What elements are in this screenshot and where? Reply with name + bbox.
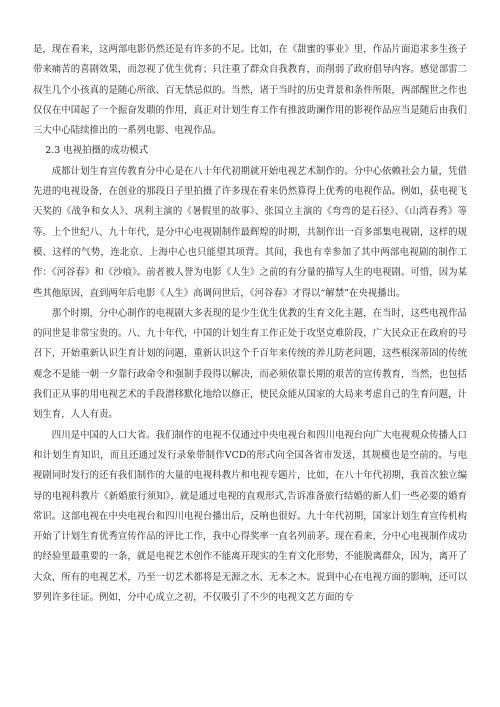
paragraph-4: 四川是中国的人口大省。我们制作的电视不仅通过中央电视台和四川电视台向广大电视观众传播人口和计划生育知识，而且还通过发行录象带制作VCD的形式向全国各省市发送，其规模也是空前的。与电视剧同时发行的还有我们制作的大量的电视科教片和电视专题片，比如，在八十年代初期，我首次独立编导的电视科教片《新婚旅行须知》，就是通过电视的直观形式,告诉准备旅行结婚的新人们一些必要的婚育常识。这部电视在中央电视台和四川电视台播出后，反响也很好。九十年代初期，国家计划生育宣传机构开始了计划生育优秀宣传作品的评比工作，我中心得奖率一直名列前茅。现在看来，分中心电视制作成功的经验里最重要的一条，就是电视艺术创作不能离开现实的生育文化形势，不能脱离群众，因为，离开了大众，所有的电视艺术，乃至一切艺术都将是无源之水、无本之木。说到中心在电视方面的影响，还可以罗列许多往证。例如，分中心成立之初，不仅吸引了不少的电视文艺方面的专 bbox=[33, 429, 467, 604]
document-page bbox=[33, 40, 467, 608]
section-heading: 2.3 电视拍摄的成功模式 bbox=[45, 145, 149, 157]
paragraph-1: 是，现在看来，这两部电影仍然还是有许多的不足。比如，在《甜蜜的事业》里，作品片面追求多生孩子带来痛苦的喜剧效果，而忽视了优生优育；只注重了群众自我教育，而削弱了政府倡导内容。感觉部雷二叔生几个小孩真的是随心所欲、百无禁忌似的。当然，诸于当时的历史背景和条件所限，两部醒世之作也仅仅在中国起了一个振奋发聩的作用，真正对计划生育工作有推波助澜作用的影视作品应当是随后由我们三大中心陆续推出的一系列电影、电视作品。 bbox=[33, 44, 467, 137]
paragraph-3: 那个时期，分中心制作的电视剧大多表现的是少生优生优教的生育文化主题，在当时，这些电视作品的问世是非常宝贵的。八、九十年代，中国的计划生育工作正处于攻坚克难阶段，广大民众正在政府的号召下，开始重新认识生育计划的问题，重新认识这个千百年来传统的养儿防老问题，这些根深蒂固的传统观念不是能一朝一夕靠行政命令和强制手段得以解决，而必须依靠长期的艰苦的宣传教育，当然，也包括我们正从事的用电视艺术的手段潜移默化地给以修正，使民众能从国家的大局来考虑自己的生育问题，计划生育，人人有责。 bbox=[33, 307, 467, 421]
paragraph-2: 成都计划生育宣传教育分中心是在八十年代初期就开始电视艺术制作的。分中心依赖社会力量，凭借先进的电视设备，在创业的那段日子里拍摄了许多现在看来仍然算得上优秀的电视作品。例如，获电视飞天奖的《战争和女人》、巩利主演的《暑假里的故事》、张国立主演的《弯弯的是石径》、《山湾春秀》等等。上个世纪八、九十年代，是分中心电视剧制作最辉煌的时期，共制作出一百多部集电视剧，这样的规模、这样的气势，连北京、上海中心也只能望其项背。其间，我也有幸参加了其中两部电视剧的制作工作：《河谷春》和《沙痕》。前者被人誉为电影《人生》之前的有分量的描写人生的电视剧。可惜，因为某些其他原因，直到两年后电影《人生》高调问世后，《河谷春》才得以“解禁”在央视播出。 bbox=[33, 165, 467, 299]
